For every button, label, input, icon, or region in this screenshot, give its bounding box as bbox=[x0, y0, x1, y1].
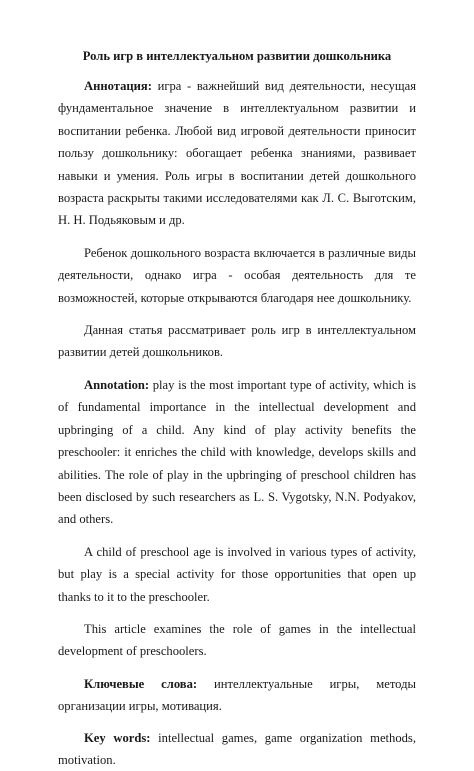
ru-paragraph-2: Ребенок дошкольного возраста включается в различные виды деятельности, однако игра - особая деятельность для те возможностей, которые открываются благодаря нее дошкольнику. bbox=[58, 245, 416, 305]
ru-keywords-text: интеллектуальные игры, методы организации игры, мотивация. bbox=[58, 676, 416, 714]
ru-annotation-label: Аннотация: bbox=[84, 79, 152, 93]
article-title: Роль игр в интеллектуальном развитии дошкольника bbox=[82, 49, 392, 63]
en-annotation-label: Annotation: bbox=[84, 377, 150, 392]
en-keywords-paragraph bbox=[58, 727, 416, 771]
ru-annotation-paragraph bbox=[58, 75, 416, 232]
ru-paragraph-3: Данная статья рассматривает роль игр в интеллектуальном развитии детей дошкольников. bbox=[58, 323, 416, 360]
ru-keywords-paragraph bbox=[58, 673, 416, 718]
en-paragraph-2: A child of preschool age is involved in various types of activity, but play is a special activity for those opportunities that open up thanks to it to the preschooler. bbox=[58, 544, 416, 604]
en-keywords-text: intellectual games, game organization methods, motivation. bbox=[58, 730, 416, 767]
ru-keywords-label: Ключевые слова: bbox=[84, 676, 198, 691]
en-paragraph-3: This article examines the role of games in the intellectual development of preschoolers. bbox=[58, 621, 416, 659]
en-annotation-text: play is the most important type of activity, which is of fundamental importance in the intellectual development and upbringing of a child. Any kind of play activity benefits the preschooler: it enriches the child with knowledge, develops skills and abilities. The role of play in the upbringing of preschool children has been disclosed by such researchers as L. S. Vygotsky, N.N. Podyakov, and others. bbox=[58, 377, 416, 527]
ru-annotation-text: игра - важнейший вид деятельности, несущая фундаментальное значение в интеллектуальном развитии и воспитании ребенка. Любой вид игровой деятельности приносит пользу дошкольнику: обогащает ребенка знаниями, развивает навыки и умения. Роль игры в воспитании детей дошкольного возраста раскрыты такими исследователями как Л. С. Выготским, Н. Н. Подьяковым и др. bbox=[58, 79, 416, 228]
en-keywords-label: Key words: bbox=[84, 730, 151, 745]
en-annotation-paragraph bbox=[58, 374, 416, 531]
